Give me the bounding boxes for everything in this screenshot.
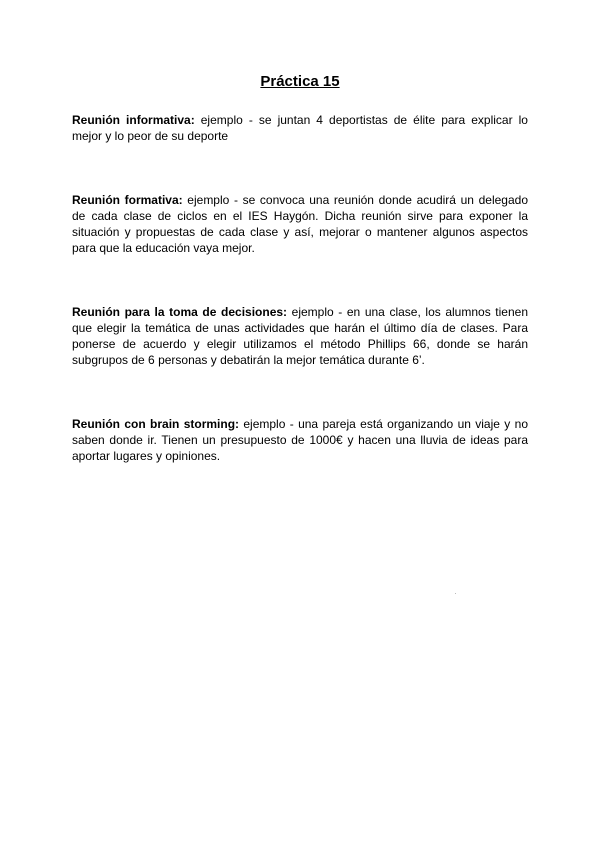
section-text: ejemplo - se convoca una reunión donde acudirá un delegado de cada clase de ciclos en el IES Haygón. Dicha reunión sirve para exponer la situación y propuestas de cada clase y así, mejorar o mantener algunos aspectos para que la educación vaya mejor. — [72, 193, 528, 255]
stray-mark — [455, 593, 456, 594]
section-term: Reunión para la toma de decisiones: — [72, 305, 288, 319]
page-title: Práctica 15 — [260, 73, 340, 90]
section-reunion-brain-storming — [72, 416, 528, 464]
section-reunion-toma-decisiones — [72, 304, 528, 368]
section-term: Reunión informativa: — [72, 113, 195, 127]
section-term: Reunión con brain storming: — [72, 417, 240, 431]
section-term: Reunión formativa: — [72, 193, 183, 207]
section-reunion-formativa — [72, 192, 528, 256]
section-reunion-informativa — [72, 112, 528, 144]
section-text: ejemplo - una pareja está organizando un viaje y no saben donde ir. Tienen un presupuesto de 1000€ y hacen una lluvia de ideas para aportar lugares y opiniones. — [72, 417, 528, 463]
section-text: ejemplo - se juntan 4 deportistas de élite para explicar lo mejor y lo peor de su deporte — [72, 113, 528, 143]
section-text: ejemplo - en una clase, los alumnos tienen que elegir la temática de unas actividades que harán el último día de clases. Para ponerse de acuerdo y elegir utilizamos el método Phillips 66, donde se harán subgrupos de 6 personas y debatirán la mejor temática durante 6’. — [72, 305, 528, 367]
